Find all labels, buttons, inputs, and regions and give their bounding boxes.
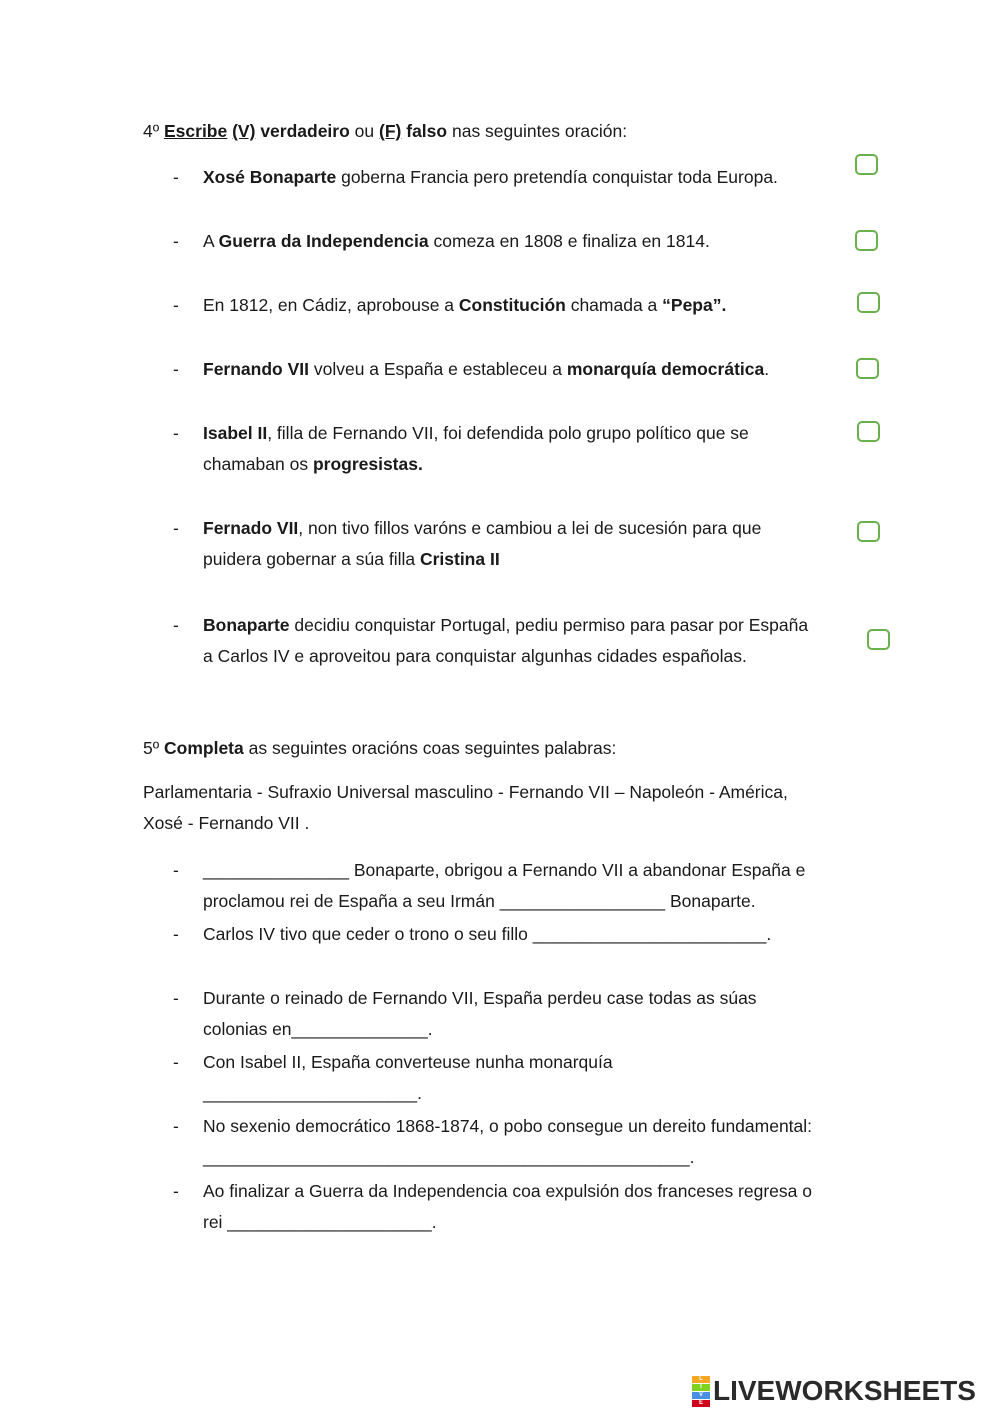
tf-item-4 — [203, 359, 769, 380]
item-text: chamaban os — [203, 454, 313, 474]
item-text: decidiu conquistar Portugal, pediu permiso para pasar por España — [289, 615, 809, 635]
item-text: Carlos IV tivo que ceder o trono o seu fillo ________________________. — [203, 924, 772, 944]
escribe-word: Escribe — [164, 121, 228, 141]
item-text: ______________________. — [203, 1083, 422, 1103]
badge-letter: E — [692, 1400, 710, 1407]
tf-answer-box-1[interactable] — [855, 154, 878, 175]
list-dash: - — [173, 167, 179, 187]
list-dash: - — [173, 988, 179, 1008]
liveworksheets-logo — [692, 1376, 976, 1406]
badge-letter: I — [692, 1384, 710, 1391]
item-text: Ao finalizar a Guerra da Independencia coa expulsión dos franceses regresa o — [203, 1181, 812, 1201]
item-text: Con Isabel II, España converteuse nunha monarquía — [203, 1052, 613, 1072]
word-bank-line-1: Parlamentaria - Sufraxio Universal masculino - Fernando VII – Napoleón - América, — [143, 782, 788, 802]
section5-heading — [143, 738, 616, 759]
section4-number: 4º — [143, 121, 160, 141]
tf-item-5 — [203, 423, 749, 475]
section4-heading — [143, 121, 627, 142]
bold-term: Fernado VII — [203, 518, 299, 538]
list-dash: - — [173, 295, 179, 315]
list-dash: - — [173, 860, 179, 880]
tf-answer-box-2[interactable] — [855, 230, 878, 251]
item-text: proclamou rei de España a seu Irmán _________________ Bonaparte. — [203, 891, 756, 911]
item-text: goberna Francia pero pretendía conquistar toda Europa. — [336, 167, 778, 187]
bold-term: Bonaparte — [203, 615, 290, 635]
list-dash: - — [173, 231, 179, 251]
bold-term: “Pepa”. — [662, 295, 727, 315]
item-text: En 1812, en Cádiz, aprobouse a — [203, 295, 459, 315]
item-text: No sexenio democrático 1868-1874, o pobo consegue un dereito fundamental: — [203, 1116, 813, 1136]
item-text: rei _____________________. — [203, 1212, 437, 1232]
bold-term: Fernando VII — [203, 359, 309, 379]
section5-number: 5º — [143, 738, 160, 758]
tf-answer-box-6[interactable] — [857, 521, 880, 542]
v-marker: (V) — [232, 121, 256, 141]
list-dash: - — [173, 518, 179, 538]
falso-word: falso — [406, 121, 448, 141]
fill-item-3[interactable] — [203, 988, 757, 1040]
logo-badge-icon — [692, 1375, 710, 1407]
bold-term: progresistas. — [312, 454, 423, 474]
section4-heading-rest: nas seguintes oración: — [451, 121, 628, 141]
badge-letter: L — [692, 1376, 710, 1383]
item-text: . — [764, 359, 770, 379]
tf-answer-box-5[interactable] — [857, 421, 880, 442]
completa-word: Completa — [164, 738, 244, 758]
fill-item-5[interactable] — [203, 1116, 812, 1168]
tf-answer-box-7[interactable] — [867, 629, 890, 650]
bold-term: monarquía democrática — [566, 359, 765, 379]
fill-item-6[interactable] — [203, 1181, 812, 1233]
list-dash: - — [173, 1116, 179, 1136]
ou-word: ou — [354, 121, 375, 141]
bold-term: Guerra da Independencia — [218, 231, 429, 251]
item-text: __________________________________________________. — [203, 1147, 695, 1167]
tf-item-7 — [203, 615, 808, 667]
list-dash: - — [173, 359, 179, 379]
item-text: _______________ Bonaparte, obrigou a Fernando VII a abandonar España e — [203, 860, 806, 880]
f-marker: (F) — [379, 121, 402, 141]
bold-term: Xosé Bonaparte — [203, 167, 337, 187]
fill-item-1[interactable] — [203, 860, 805, 912]
item-text: A — [203, 231, 219, 251]
logo-text: LIVEWORKSHEETS — [713, 1375, 976, 1406]
tf-item-1 — [203, 167, 778, 188]
item-text: puidera gobernar a súa filla — [203, 549, 420, 569]
word-bank-line-2: Xosé - Fernando VII . — [143, 813, 310, 833]
list-dash: - — [173, 924, 179, 944]
list-dash: - — [173, 423, 179, 443]
item-text: , filla de Fernando VII, foi defendida polo grupo político que se — [267, 423, 749, 443]
bold-term: Constitución — [458, 295, 566, 315]
tf-answer-box-3[interactable] — [857, 292, 880, 313]
tf-answer-box-4[interactable] — [856, 358, 879, 379]
fill-item-2[interactable] — [203, 924, 771, 945]
word-bank — [143, 782, 788, 834]
verdadeiro-word: verdadeiro — [260, 121, 350, 141]
list-dash: - — [173, 1181, 179, 1201]
item-text: a Carlos IV e aproveitou para conquistar algunhas cidades españolas. — [203, 646, 747, 666]
item-text: Durante o reinado de Fernando VII, España perdeu case todas as súas — [203, 988, 757, 1008]
tf-item-3 — [203, 295, 726, 316]
item-text: comeza en 1808 e finaliza en 1814. — [428, 231, 710, 251]
item-text: , non tivo fillos varóns e cambiou a lei de sucesión para que — [298, 518, 762, 538]
section5-heading-rest: as seguintes oracións coas seguintes palabras: — [248, 738, 617, 758]
tf-item-6 — [203, 518, 761, 570]
item-text: colonias en______________. — [203, 1019, 433, 1039]
fill-item-4[interactable] — [203, 1052, 613, 1104]
bold-term: Cristina II — [419, 549, 500, 569]
item-text: volveu a España e estableceu a — [308, 359, 567, 379]
tf-item-2 — [203, 231, 710, 252]
list-dash: - — [173, 615, 179, 635]
badge-letter: V — [692, 1392, 710, 1399]
list-dash: - — [173, 1052, 179, 1072]
item-text: chamada a — [565, 295, 663, 315]
bold-term: Isabel II — [203, 423, 268, 443]
